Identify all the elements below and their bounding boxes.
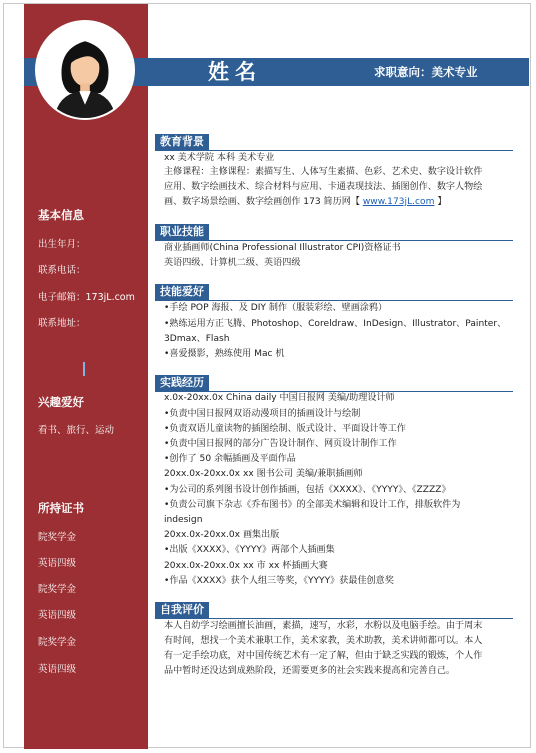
certificate-item: 院奖学金 bbox=[38, 532, 77, 543]
education-heading: 教育背景 bbox=[155, 134, 209, 150]
skills-heading: 职业技能 bbox=[155, 224, 209, 240]
skills-line: 商业插画师(China Professional Illustrator CPI)资格证书 bbox=[164, 243, 401, 253]
phone-field: 联系电话： bbox=[38, 265, 86, 276]
hobbies-heading: 兴趣爱好 bbox=[38, 395, 84, 409]
certificate-item: 英语四级 bbox=[38, 664, 77, 675]
email-field: 电子邮箱：173jL.com bbox=[38, 292, 135, 303]
experience-heading: 实践经历 bbox=[155, 375, 209, 391]
self-evaluation-line: 有一定手绘功底，对中国传统艺术有一定了解，但由于缺乏实践的锻炼，个人作 bbox=[164, 651, 483, 661]
education-line: xx 美术学院 本科 美术专业 bbox=[164, 153, 275, 163]
address-field: 联系地址： bbox=[38, 318, 86, 329]
certificate-item: 院奖学金 bbox=[38, 584, 77, 595]
avatar bbox=[35, 20, 135, 120]
education-line-with-link bbox=[164, 196, 446, 209]
experience-line: 20xx.0x-20xx.0x 画集出版 bbox=[164, 530, 280, 540]
certificate-item: 英语四级 bbox=[38, 610, 77, 621]
self-evaluation-line: 品中暂时还没达到成熟阶段，还需要更多的社会实践来提高和完善自己。 bbox=[164, 666, 456, 676]
education-line: 主修课程：主修课程：素描写生、人体写生素描、色彩、艺术史、数字设计软件 bbox=[164, 167, 483, 177]
experience-line: 20xx.0x-20xx.0x xx 图书公司 美编/兼职插画师 bbox=[164, 469, 363, 479]
experience-line: x.0x-20xx.0x China daily 中国日报网 美编/助理设计师 bbox=[164, 393, 395, 403]
specialties-line: •熟练运用方正飞腾、Photoshop、Coreldraw、InDesign、Illustrator、Painter、 bbox=[164, 319, 507, 329]
experience-line: 20xx.0x-20xx.0x xx 市 xx 杯插画大赛 bbox=[164, 561, 328, 571]
candidate-name: 姓名 bbox=[208, 60, 262, 84]
certificate-item: 英语四级 bbox=[38, 558, 77, 569]
specialties-line: •手绘 POP 海报、及 DIY 制作（服装彩绘、壁画涂鸦） bbox=[164, 303, 388, 313]
self-evaluation-line: 有时间，想找一个美术兼职工作，美术家教，美术助教，美术讲师都可以。本人 bbox=[164, 636, 483, 646]
specialties-line: 3Dmax、Flash bbox=[164, 334, 230, 344]
experience-line: •负责双语儿童读物的插图绘制、版式设计、平面设计等工作 bbox=[164, 424, 406, 434]
education-line-suffix: 】 bbox=[434, 197, 447, 207]
education-line-text: 画、数字场景绘画、数字绘画创作 173 简历网【 bbox=[164, 197, 363, 207]
avatar-portrait-icon bbox=[37, 22, 133, 118]
section-divider bbox=[155, 240, 513, 241]
experience-line: •负责公司旗下杂志《乔布图书》的全部美术编辑和设计工作，排版软件为 bbox=[164, 500, 461, 510]
self-evaluation-line: 本人自幼学习绘画擅长油画，素描，速写，水彩，水粉以及电脑手绘。由于周末 bbox=[164, 621, 483, 631]
job-objective: 求职意向：美术专业 bbox=[374, 65, 478, 79]
text-cursor-mark bbox=[83, 362, 85, 376]
section-divider bbox=[155, 150, 513, 151]
specialties-heading: 技能爱好 bbox=[155, 284, 209, 300]
birth-date-field: 出生年月： bbox=[38, 239, 86, 250]
certificate-item: 院奖学金 bbox=[38, 637, 77, 648]
experience-line: •负责中国日报网双语动漫项目的插画设计与绘制 bbox=[164, 409, 361, 419]
section-divider bbox=[155, 618, 513, 619]
education-line: 应用、数字绘画技术、综合材料与应用、卡通表现技法、插图创作、数字人物绘 bbox=[164, 182, 483, 192]
specialties-line: •喜爱摄影，熟练使用 Mac 机 bbox=[164, 349, 285, 359]
experience-line: •创作了 50 余幅插画及平面作品 bbox=[164, 454, 296, 464]
hobbies-text: 看书、旅行、运动 bbox=[38, 425, 115, 436]
section-divider bbox=[155, 300, 513, 301]
experience-line: •出版《XXXX》、《YYYY》两部个人插画集 bbox=[164, 545, 335, 555]
experience-line: •作品《XXXX》获个人组三等奖，《YYYY》获最佳创意奖 bbox=[164, 576, 394, 586]
website-link[interactable]: www.173jL.com bbox=[362, 197, 435, 207]
experience-line: indesign bbox=[164, 515, 203, 525]
experience-line: •负责中国日报网的部分广告设计制作、网页设计制作工作 bbox=[164, 439, 397, 449]
skills-line: 英语四级、计算机二级、英语四级 bbox=[164, 258, 301, 268]
self-evaluation-heading: 自我评价 bbox=[155, 602, 209, 618]
basic-info-heading: 基本信息 bbox=[38, 208, 84, 222]
certificates-heading: 所持证书 bbox=[38, 501, 84, 515]
experience-line: •为公司的系列图书设计创作插画，包括《XXXX》、《YYYY》、《ZZZZ》 bbox=[164, 485, 451, 495]
